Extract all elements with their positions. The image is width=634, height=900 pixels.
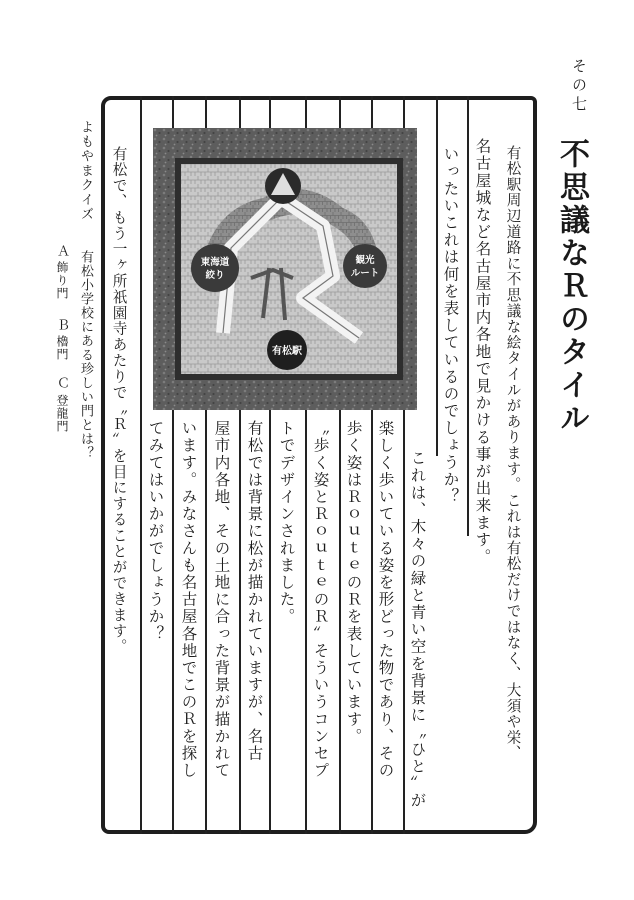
- body-line: 屋市内各地、その土地に合った背景が描かれて: [212, 420, 231, 780]
- quiz-option-c-text: 登龍門: [55, 394, 69, 433]
- article-title: 不思議なＲのタイル: [554, 138, 589, 435]
- quiz-option-c-label: Ｃ: [54, 376, 69, 389]
- column-rule: [140, 96, 142, 834]
- station-sign-label: 有松駅: [272, 346, 302, 357]
- column-rule: [467, 96, 469, 536]
- body-line: いったいこれは何を表しているのでしょうか？: [441, 146, 460, 506]
- quiz-question: 有松小学校にある珍しい門とは？: [78, 250, 93, 460]
- body-line: 楽しく歩いている姿を形どった物であり、その: [376, 420, 395, 780]
- body-line: 歩く姿はＲｏｕｔｅのＲを表しています。: [344, 420, 363, 745]
- quiz-option-b-label: Ｂ: [54, 318, 69, 331]
- left-sign-line1: 東海道: [200, 257, 230, 268]
- quiz-option-a-label: Ａ: [54, 244, 69, 257]
- body-line: います。みなさんも名古屋各地でこのＲを探し: [179, 420, 198, 780]
- body-line: これは、木々の緑と青い空を背景に〝ひと〟が: [408, 450, 427, 810]
- right-sign-line2: ルート: [350, 268, 380, 279]
- quiz-option-a-text: 飾り門: [55, 261, 69, 300]
- tile-photo: [153, 128, 417, 410]
- quiz-option-b-text: 櫓門: [55, 335, 69, 361]
- body-line: 有松では背景に松が描かれていますが、名古: [245, 420, 264, 762]
- left-sign: [191, 244, 239, 292]
- column-rule: [436, 96, 438, 456]
- article-number: その七: [570, 58, 588, 115]
- right-sign-line1: 観光: [355, 255, 375, 266]
- body-line: 有松駅周辺道路に不思議な絵タイルがあります。これは有松だけではなく、大須や栄、: [504, 145, 522, 762]
- body-line: 有松で、もう一ヶ所祇園寺あたりで〝Ｒ〟を目にすることができます。: [110, 146, 128, 655]
- body-line: てみてはいかがでしょうか？: [146, 420, 165, 643]
- body-line: 〝歩く姿とＲｏｕｔｅのＲ〟そういうコンセプ: [311, 420, 330, 780]
- body-line: トでデザインされました。: [277, 420, 296, 626]
- body-line: 名古屋城など名古屋市内各地で見かける事が出来ます。: [473, 138, 492, 566]
- left-sign-line2: 絞り: [205, 270, 225, 281]
- quiz-heading: よもやまクイズ: [78, 120, 93, 222]
- right-sign: [343, 244, 387, 288]
